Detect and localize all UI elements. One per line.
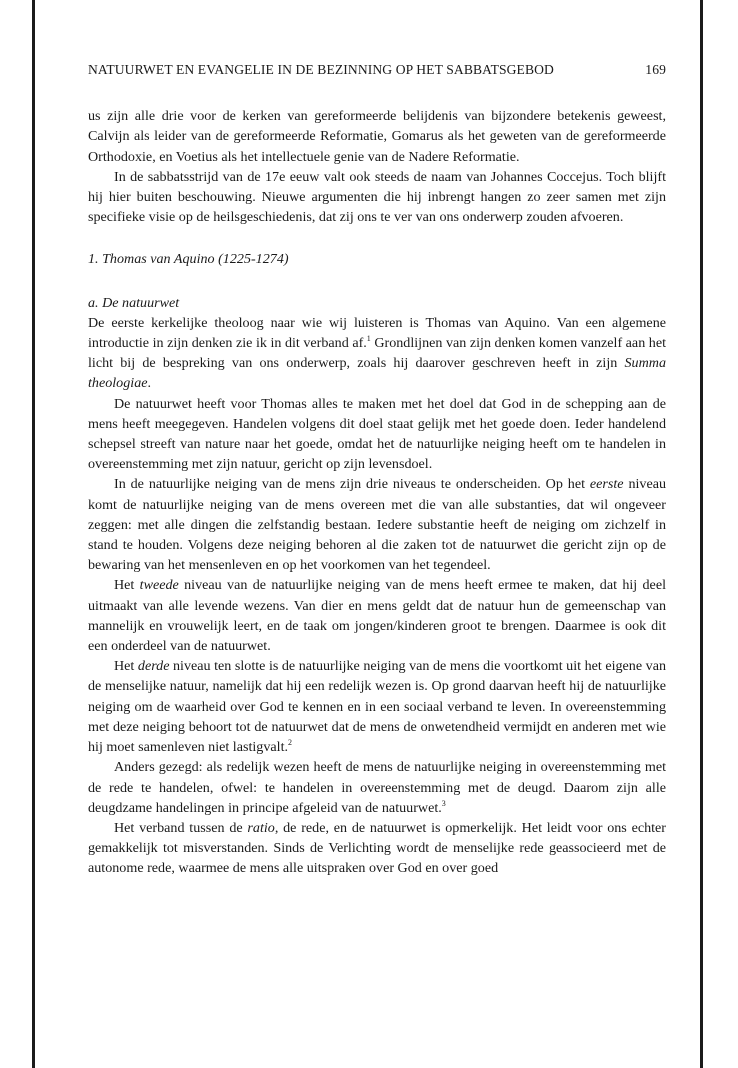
emphasis: eerste	[589, 476, 624, 493]
book-page	[88, 60, 666, 879]
text-run: niveau ten slotte is de natuurlijke neiging van de mens die voortkomt uit het eigene van de menselijke natuur, namelijk dat hij een redelijk wezen is. Op grond daarvan heeft hij de natuurlijke neiging om de waarheid over God te kennen en in een sociaal verband te leven. In overeenstemming met deze neiging behoort tot de natuurwet dat de mens de onwetendheid vermijdt en anderen met wie hij moet samenleven niet lastigvalt.	[88, 658, 666, 756]
footnote-marker-1: 1	[366, 334, 371, 344]
text-run: , de rede, en de natuurwet is opmerkelijk. Het leidt voor ons echter gemakkelijk tot misverstanden. Sinds de Verlichting wordt de menselijke rede geassocieerd met de autonome rede, waarmee de mens alle uitspraken over God en over goed	[88, 819, 666, 877]
text-run: Het	[114, 658, 138, 675]
emphasis: ratio	[247, 819, 275, 836]
text-run: Het	[114, 577, 140, 594]
running-head-title: NATUURWET EN EVANGELIE IN DE BEZINNING OP HET SABBATSGEBOD	[88, 62, 554, 77]
footnote-marker-2: 2	[288, 738, 293, 748]
text-run: In de natuurlijke neiging van de mens zijn drie niveaus te onderscheiden. Op het	[114, 476, 590, 493]
text-run: .	[147, 375, 152, 392]
text-run: De eerste kerkelijke theoloog naar wie wij luisteren is Thomas van Aquino. Van een algemene introductie in zijn denken zie ik in dit verband af.	[88, 314, 666, 352]
page-number: 169	[645, 62, 666, 77]
paragraph-introduction	[88, 313, 666, 394]
text-run: niveau van de natuurlijke neiging van de mens heeft ermee te maken, dat hij deel uitmaakt van alle levende wezens. Van dier en mens geldt dat de natuur hun de gemeenschap van mannelijk en vrouwelijk leert, en de taak om jongen/kinderen groot te brengen. Daarmee is ook dit een onderdeel van de natuurwet.	[88, 577, 666, 655]
text-run: Grondlijnen van zijn denken komen vanzelf aan het licht bij de bespreking van ons onderwerp, zoals hij daarover geschreven heeft in zijn	[88, 335, 666, 372]
paragraph-continuation: us zijn alle drie voor de kerken van gereformeerde belijdenis van bijzondere betekenis geweest, Calvijn als leider van de gereformeerde Reformatie, Gomarus als het geweten van de gereformeerde Orthodoxie, en Voetius als het intellectuele genie van de Nadere Reformatie.	[88, 108, 666, 165]
paragraph-ratio	[88, 818, 666, 879]
footnote-marker-3: 3	[441, 798, 446, 808]
work-title: Summa theologiae	[88, 355, 666, 392]
paragraph-virtue	[88, 757, 666, 818]
scan-border-left	[32, 0, 35, 1068]
emphasis: tweede	[139, 577, 179, 594]
text-run: Het verband tussen de	[114, 819, 248, 836]
paragraph-second-level	[88, 575, 666, 656]
text-run: niveau komt de natuurlijke neiging van de mens overeen met die van alle substanties, dat wil ongeveer zeggen: met alle dingen die zelfstandig bestaan. Iedere substantie heeft de neiging om zichzelf in stand te houden. Volgens deze neiging behoren al die zaken tot de natuurwet die gericht zijn op de bewaring van het mensenleven en op het voorkomen van het tegendeel.	[88, 476, 667, 574]
subsection-heading: a. De natuurwet	[88, 294, 180, 311]
paragraph-coccejus: In de sabbatsstrijd van de 17e eeuw valt ook steeds de naam van Johannes Coccejus. Toch blijft hij hier buiten beschouwing. Nieuwe argumenten die hij inbrengt hangen zo zeer samen met zijn specifieke visie op de heilsgeschiedenis, dat zij ons te ver van ons onderwerp zouden afvoeren.	[88, 168, 666, 226]
emphasis: derde	[137, 658, 170, 675]
running-head	[88, 60, 666, 80]
paragraph-natural-law: De natuurwet heeft voor Thomas alles te maken met het doel dat God in de schepping aan de mens heeft meegegeven. Handelen volgens dit doel staat gelijk met het goede doen. Ieder handelend schepsel streeft van nature naar het goede, omdat het de natuurlijke neiging heeft om te handelen in overeenstemming met zijn natuur, gericht op zijn levensdoel.	[88, 395, 666, 473]
scan-border-right	[700, 0, 703, 1068]
section-heading: 1. Thomas van Aquino (1225-1274)	[88, 251, 289, 268]
paragraph-third-level	[88, 656, 666, 757]
paragraph-first-level	[88, 474, 666, 575]
text-run: Anders gezegd: als redelijk wezen heeft de mens de natuurlijke neiging in overeenstemming met de rede te handelen, ofwel: te handelen in overeenstemming met de deugd. Daarom zijn alle deugdzame handelingen in principe afgeleid van de natuurwet.	[88, 759, 666, 816]
